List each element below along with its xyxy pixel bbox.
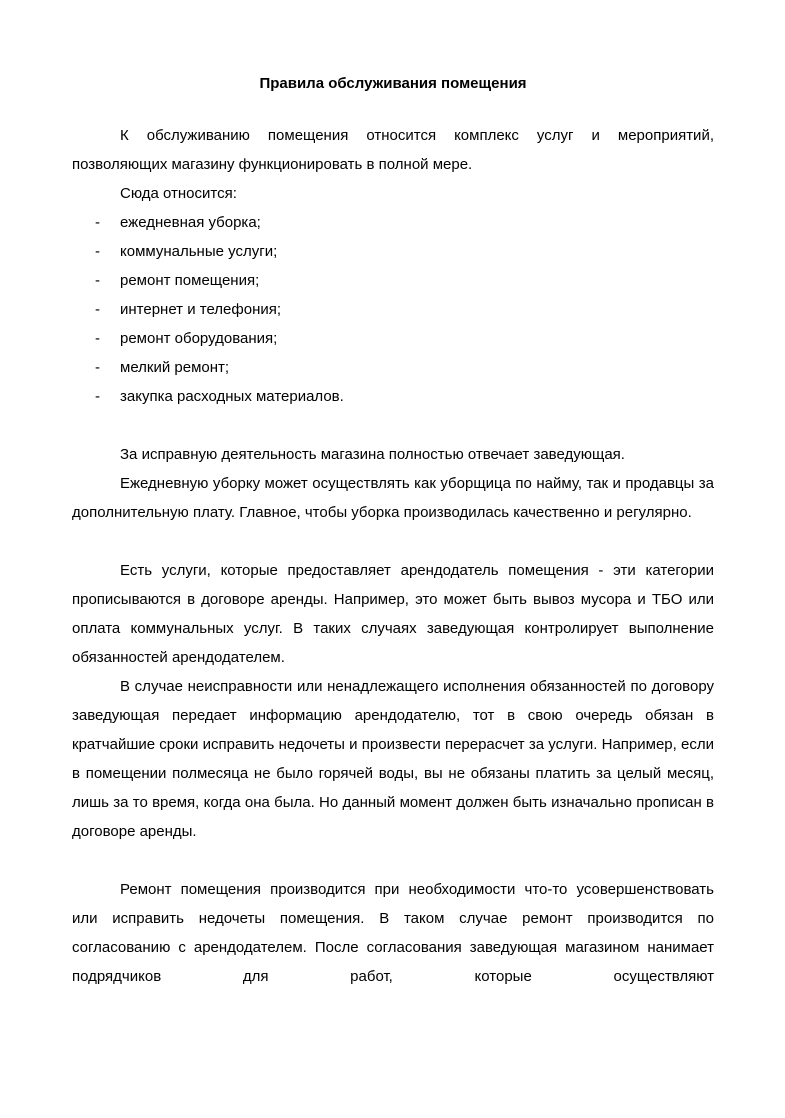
list-dash: - — [95, 359, 100, 376]
list-item — [72, 353, 714, 382]
list-item-text: закупка расходных материалов. — [120, 388, 344, 405]
list-item-text: ремонт помещения; — [120, 272, 260, 289]
list-dash: - — [95, 243, 100, 260]
intro-paragraph: К обслуживанию помещения относится комплекс услуг и мероприятий, позволяющих магазину функционировать в полной мере. — [72, 127, 714, 173]
repair-paragraph: Ремонт помещения производится при необходимости что-то усовершенствовать или исправить недочеты помещения. В таком случае ремонт производится по согласованию с арендодателем. После согласования заведующая магазином нанимает подрядчиков для работ, которые осуществляют — [72, 881, 714, 985]
list-item-text: коммунальные услуги; — [120, 243, 278, 260]
list-dash: - — [95, 272, 100, 289]
list-dash: - — [95, 214, 100, 231]
blank-line — [72, 846, 714, 875]
malfunction-paragraph: В случае неисправности или ненадлежащего исполнения обязанностей по договору заведующая передает информацию арендодателю, тот в свою очередь обязан в кратчайшие сроки исправить недочеты и произвести перерасчет за услуги. Например, если в помещении полмесяца не было горячей воды, вы не обязаны платить за целый месяц, лишь за то время, когда она была. Но данный момент должен быть изначально прописан в договоре аренды. — [72, 678, 714, 840]
list-item-text: ремонт оборудования; — [120, 330, 278, 347]
list-item — [72, 266, 714, 295]
list-intro: Сюда относится: — [120, 185, 237, 202]
services-list — [72, 208, 714, 411]
blank-line — [72, 527, 714, 556]
list-item — [72, 295, 714, 324]
list-item — [72, 324, 714, 353]
cleaning-paragraph: Ежедневную уборку может осуществлять как уборщица по найму, так и продавцы за дополнительную плату. Главное, чтобы уборка производилась качественно и регулярно. — [72, 475, 714, 521]
list-item-text: интернет и телефония; — [120, 301, 282, 318]
list-item-text: ежедневная уборка; — [120, 214, 261, 231]
responsibility-paragraph: За исправную деятельность магазина полностью отвечает заведующая. — [120, 446, 625, 463]
list-item — [72, 237, 714, 266]
list-item — [72, 382, 714, 411]
list-dash: - — [95, 301, 100, 318]
list-dash: - — [95, 388, 100, 405]
document-title: Правила обслуживания помещения — [259, 75, 527, 92]
list-dash: - — [95, 330, 100, 347]
landlord-services-paragraph: Есть услуги, которые предоставляет арендодатель помещения - эти категории прописываются в договоре аренды. Например, это может быть вывоз мусора и ТБО или оплата коммунальных услуг. В таких случаях заведующая контролирует выполнение обязанностей арендодателем. — [72, 562, 714, 666]
blank-line — [72, 411, 714, 440]
list-item-text: мелкий ремонт; — [120, 359, 230, 376]
list-item — [72, 208, 714, 237]
